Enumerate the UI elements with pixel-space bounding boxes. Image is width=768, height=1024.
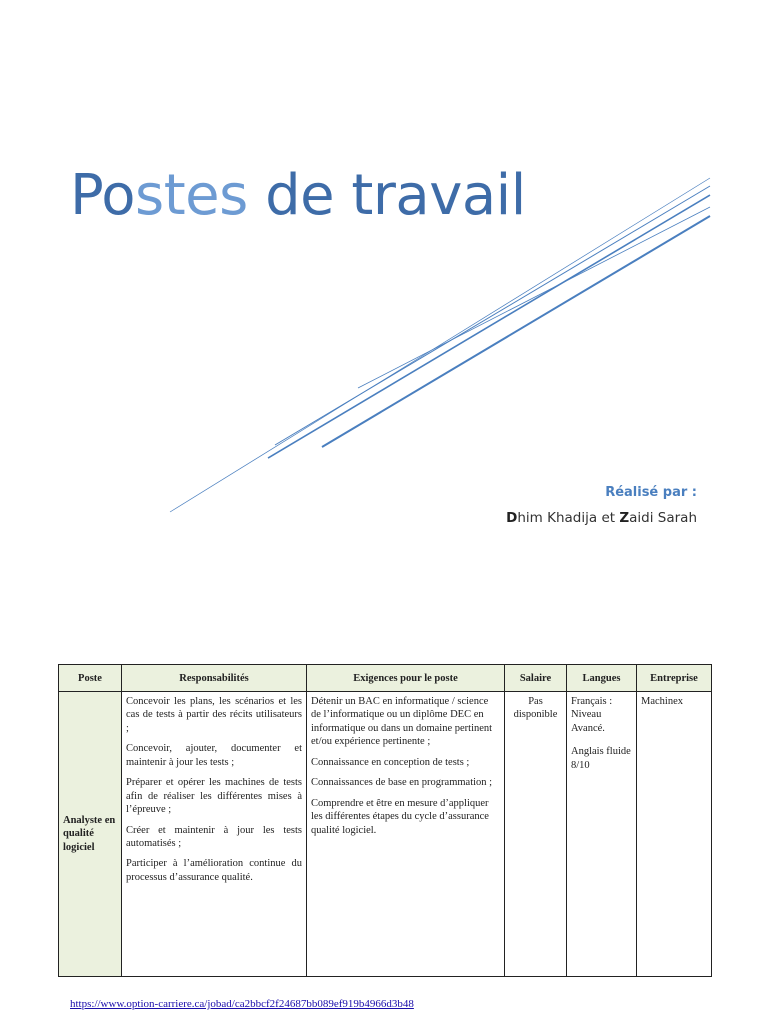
title-part-2: stes (135, 163, 248, 228)
cell-exigences (307, 692, 505, 977)
cell-responsabilites (122, 692, 307, 977)
jobs-table (58, 664, 712, 977)
deco-line-5 (322, 216, 710, 447)
deco-line-1 (170, 178, 710, 512)
table-row (59, 692, 712, 977)
header-poste: Poste (59, 665, 122, 692)
resp-item: Concevoir, ajouter, documenter et maintenir à jour les tests ; (126, 743, 302, 768)
authors (506, 510, 697, 526)
exig-item: Comprendre et être en mesure d’appliquer les différentes étapes du cycle d’assurance qualité logiciel. (311, 797, 489, 836)
credits-label: Réalisé par : (605, 485, 697, 500)
title-part-3: de travail (247, 163, 526, 228)
resp-item: Participer à l’amélioration continue du processus d’assurance qualité. (126, 858, 302, 883)
deco-line-2 (275, 186, 710, 445)
table-header-row (59, 665, 712, 692)
exig-item: Connaissance en conception de tests ; (311, 756, 470, 768)
header-responsabilites: Responsabilités (122, 665, 307, 692)
resp-item: Concevoir les plans, les scénarios et les cas de tests à partir des récits utilisateurs ; (126, 696, 302, 734)
title-part-1: Po (70, 163, 136, 228)
exig-item: Connaissances de base en programmation ; (311, 777, 493, 789)
cell-poste: Analyste en qualité logiciel (59, 692, 122, 977)
langue-item: Français : Niveau Avancé. (571, 696, 613, 734)
resp-item: Préparer et opérer les machines de tests afin de réaliser les différentes mises à l’épreuve ; (126, 777, 302, 816)
header-entreprise: Entreprise (637, 665, 712, 692)
exig-item: Détenir un BAC en informatique / science de l’informatique ou un diplôme DEC en informatique ou dans un domaine pertinent et/ou expérience pertinente ; (311, 696, 493, 748)
header-exigences: Exigences pour le poste (307, 665, 505, 692)
resp-item: Créer et maintenir à jour les tests automatisés ; (126, 824, 302, 849)
cell-langues (567, 692, 637, 977)
cell-salaire: Pas disponible (505, 692, 567, 977)
langue-item: Anglais fluide 8/10 (571, 746, 631, 771)
author1-initial: D (506, 510, 518, 526)
author2-initial: Z (619, 510, 630, 526)
author2-rest: aidi Sarah (629, 510, 697, 526)
deco-line-4 (358, 207, 710, 388)
source-link[interactable]: https://www.option-carriere.ca/jobad/ca2bbcf2f24687bb089ef919b4966d3b48 (70, 998, 414, 1010)
header-salaire: Salaire (505, 665, 567, 692)
deco-line-3 (268, 195, 710, 458)
author1-rest: him Khadija et (517, 510, 620, 526)
cell-entreprise: Machinex (637, 692, 712, 977)
header-langues: Langues (567, 665, 637, 692)
